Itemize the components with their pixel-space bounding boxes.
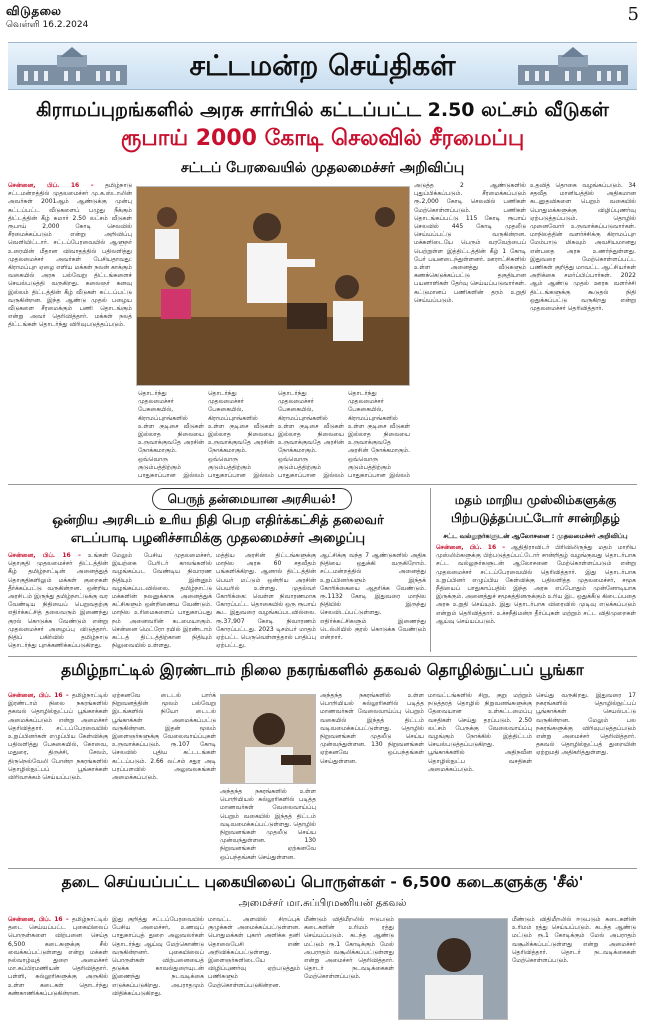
lead-column-2c xyxy=(278,390,344,480)
health-minister-photo xyxy=(398,918,508,1020)
section4-col2-text: ஏற்கனவே டைடல் பார்க் நிறுவனத்தின் மூலம் பல்வேறு இடங்களில் நியோ டைடல் பூங்காக்கள் அமைக்கப்பட்டு வருகின்றன. இதன் மூலம் இளைஞர்களுக்கு வேலைவாய்ப்புகள் உருவாக்கப்படும். ரூ.107 கோடி செலவில் புதிய கட்டடங்கள் கட்டப்படும். 2.66 லட்சம் சதுர அடி பரப்பளவில் அலுவலகங்கள் அமைக்கப்படும். xyxy=(112,692,216,782)
lead-dateline: சென்னை, பிப். 16 – xyxy=(8,182,94,189)
section5-column-2 xyxy=(112,916,204,1020)
lead-col2d-text: தொடர்ந்து முதலமைச்சர் பேசுகையில், கிராமப்புறங்களில் உள்ள குடிசை வீடுகள் இல்லாத நிலையை உருவாக்குவதே அரசின் நோக்கமாகும். ஒவ்வொரு குடும்பத்திற்கும் பாதுகாப்பான இல்லம் xyxy=(348,390,410,480)
page-number: 5 xyxy=(627,4,639,25)
section5-col1-text: தமிழ்நாட்டில் தடை செய்யப்பட்ட புகையிலைப் பொருள்களை விற்பனை செய்த 6,500 கடைகளுக்கு சீல் வைக்கப்பட்டுள்ளது என்று மக்கள் நல்வாழ்வுத் துறை அமைச்சர் மா.சுப்பிரமணியன் தெரிவித்தார். பள்ளி, கல்லூரிகளுக்கு அருகில் உள்ள கடைகள் தொடர்ந்து கண்காணிக்கப்படுகின்றன. xyxy=(8,916,108,997)
section2-kicker: பெருந் தன்மையான அரசியல்! xyxy=(152,488,352,510)
section5-dateline: சென்னை, பிப். 16 – xyxy=(8,916,69,923)
lead-col1-text: தமிழ்நாடு சட்டமன்றத்தில் முதலமைச்சர் மு.க.ஸ்டாலின் அவர்கள் 2001ஆம் ஆண்டுக்கு முன்பு கட்டப்பட்ட வீடுகளைப் பழுது நீக்கும் திட்டத்தின் கீழ் சுமார் 2.50 லட்சம் வீடுகள் ரூபாய் 2,000 கோடி செலவில் சீரமைக்கப்படும் என்று அறிவிப்பு வெளியிட்டார். சட்டப்பேரவையில் ஆளுநர் உரையின் மீதான விவாதத்தில் பதிலளித்து முதலமைச்சர் அவர்கள் பேசியதாவது: கிராமப்புற ஏழை எளிய மக்கள் நலன் காக்கும் வகையில் அரசு பல்வேறு திட்டங்களைச் செயல்படுத்தி வருகிறது. கலைஞர் கனவு இல்லம் திட்டத்தின் கீழ் வீடுகள் கட்டப்பட்டு வருகின்றன. இந்த ஆண்டு முதல் பழைய வீடுகளை சீரமைக்கும் பணி தொடங்கும் என்று அவர் தெரிவித்தார். மக்கள் நலத் திட்டங்கள் தொடர்ந்து விரிவுபடுத்தப்படும். xyxy=(8,182,132,329)
divider xyxy=(8,868,637,869)
assembly-building-icon xyxy=(513,47,633,87)
section4-column-5 xyxy=(536,692,636,862)
section4-column-4 xyxy=(428,692,532,862)
lead-column-1 xyxy=(8,182,132,480)
section4-col3-text: அந்தந்த நகரங்களில் உள்ள பொறியியல் கல்லூரிகளில் படித்த மாணவர்கள் வேலைவாய்ப்பு பெறும் வகையில் இந்தத் திட்டம் வடிவமைக்கப்பட்டுள்ளது. தொழில் நிறுவனங்கள் முதலீடு செய்ய முன்வந்துள்ளன. 130 நிறுவனங்கள் ஏற்கனவே ஒப்பந்தங்கள் செய்துள்ளன. xyxy=(320,692,424,765)
lead-headline-2: ரூபாய் 2000 கோடி செலவில் சீரமைப்பு xyxy=(120,126,525,151)
newspaper-name: விடுதலை xyxy=(6,4,62,18)
section2-col2-text: மேலும் பேசிய முதலமைச்சர், இயற்கை பேரிடர் காலங்களில் வழங்கப்பட வேண்டிய நிவாரண நிதியும் இன்னும் வழங்கப்படவில்லை. தமிழ்நாட்டு மக்களின் நலனுக்காக அனைத்துக் கட்சிகளும் ஒன்றிணைய வேண்டும். மாநில உரிமைகளைப் பாதுகாப்பது நம் அனைவரின் கடமையாகும். சென்னை மெட்ரோ ரயில் இரண்டாம் கட்டத் திட்டத்திற்கான நிதியும் நிலுவையில் உள்ளது. xyxy=(112,552,212,650)
lead-column-3 xyxy=(414,182,526,480)
health-minister-portrait-photo xyxy=(399,919,508,1020)
masthead xyxy=(6,4,639,36)
lead-col2b-text: தொடர்ந்து முதலமைச்சர் பேசுகையில், கிராமப்புறங்களில் உள்ள குடிசை வீடுகள் இல்லாத நிலையை உருவாக்குவதே அரசின் நோக்கமாகும். ஒவ்வொரு குடும்பத்திற்கும் பாதுகாப்பான இல்லம் xyxy=(208,390,274,480)
section3-headline-2: பிற்படுத்தப்பட்டோர் சான்றிதழ் xyxy=(451,511,620,525)
lead-col3-text: அடுத்த 2 ஆண்டுகளில் புதுப்பிக்கப்படும். சீரமைக்கப்படும் ரூ.2,000 கோடி செலவில் பணிகள் மேற்கொள்ளப்படும். பணிகள் தொடங்கப்பட்டு 115 கோடி ரூபாய் செலவில் 445 கோடி முதலீடு செய்யப்பட்டு வருகின்றன. மக்களிடையே பெரும் வரவேற்பைப் பெற்றுள்ள இத்திட்டத்தின் கீழ் 1 கோடி பேர் பயனடைந்துள்ளனர். ஊராட்சிகளில் உள்ள அனைத்து வீடுகளும் கணக்கெடுக்கப்பட்டு தகுதியான பயனாளிகள் தேர்வு செய்யப்படுவார்கள். கட்டுமானப் பணிகளின் தரம் உறுதி செய்யப்படும். xyxy=(414,182,526,304)
section2-col4-text: ஆட்சிக்கு வந்த 7 ஆண்டுகளில் அதிக நிதியை ஒதுக்கி வருகிறோம். சட்டமன்றத்தில் அனைத்து உறுப்பினர்களும் இந்தக் கோரிக்கையை ஆதரிக்க வேண்டும். ரூ.1132 கோடி இதுவரை மாநில நிதியில் இருந்து செலவிடப்பட்டுள்ளது. எதிர்க்கட்சிகளும் இணைந்து டெல்லியில் குரல் கொடுக்க வேண்டும் என்றார். xyxy=(320,552,426,642)
section2-headline-2: எடப்பாடி பழனிச்சாமிக்கு முதலமைச்சர் அழைப்பு xyxy=(70,531,366,546)
section2-column-3 xyxy=(216,552,316,652)
section5-column-5 xyxy=(512,916,636,1020)
section3-dateline: சென்னை, பிப். 16 – xyxy=(436,544,506,551)
section4-headline: தமிழ்நாட்டில் இரண்டாம் நிலை நகரங்களில் தகவல் தொழில்நுட்பப் பூங்கா xyxy=(61,661,584,679)
section2-column-4 xyxy=(320,552,426,652)
section2-column-1 xyxy=(8,552,108,652)
section3-body xyxy=(436,544,636,652)
section4-col5-text: செய்து வருகிறது. இதுவரை 17 நகரங்களில் தொழில்நுட்பப் பூங்காக்கள் செயல்பட்டு வருகின்றன. மேலும் பல நகரங்களுக்கு விரிவுபடுத்தப்படும் என்று அமைச்சர் தெரிவித்தார். தகவல் தொழில்நுட்பத் துறையின் ஏற்றுமதி அதிகரித்துள்ளது. xyxy=(536,692,636,757)
lead-col2-text: தொடர்ந்து முதலமைச்சர் பேசுகையில், கிராமப்புறங்களில் உள்ள குடிசை வீடுகள் இல்லாத நிலையை உருவாக்குவதே அரசின் நோக்கமாகும். ஒவ்வொரு குடும்பத்திற்கும் பாதுகாப்பான இல்லம் xyxy=(138,390,204,480)
lead-column-2b xyxy=(208,390,274,480)
minister-photo xyxy=(220,694,316,784)
issue-date: வெள்ளி 16.2.2024 xyxy=(6,20,89,30)
section4-column-2b xyxy=(220,788,316,862)
section2-dateline: சென்னை, பிப். 16 – xyxy=(8,552,81,559)
divider xyxy=(8,656,637,657)
section2-col3-text: மத்திய அரசின் திட்டங்களுக்கு மாநில அரசு 60 சதவீதம் பங்களிக்கிறது. ஆனால் திட்டத்தின் பெயர் மட்டும் ஒன்றிய அரசின் பெயரில் உள்ளது. முதல்வர் கோரிக்கை: வெள்ள நிவாரணமாக கோரப்பட்ட தொகையில் ஒரு ரூபாய் கூட இதுவரை வழங்கப்படவில்லை. ரூ.37,907 கோடி நிவாரணம் கோரப்பட்டது. 2023 டிசம்பர் மாதம் ஏற்பட்ட பெருவெள்ளத்தால் பாதிப்பு ஏற்பட்டது. xyxy=(216,552,316,650)
section5-col3-text: மாவட்ட அளவில் சிறப்புக் குழுக்கள் அமைக்கப்பட்டுள்ளன. பொதுமக்கள் புகார் அளிக்க தனி தொலைபேசி எண் அறிவிக்கப்பட்டுள்ளது. இளைஞர்களிடையே விழிப்புணர்வு ஏற்படுத்தும் பணிகளும் மேற்கொள்ளப்படுகின்றன. xyxy=(208,916,300,989)
section5-col4-text: மீண்டும் விதிமீறலில் ஈடுபடும் கடைகளின் உரிமம் ரத்து செய்யப்படும். கடந்த ஆண்டு மட்டும் ரூ.1 கோடிக்கும் மேல் அபராதம் வசூலிக்கப்பட்டுள்ளது என்று அமைச்சர் தெரிவித்தார். தொடர் நடவடிக்கைகள் மேற்கொள்ளப்படும். xyxy=(304,916,394,981)
section5-col5-text: மீண்டும் விதிமீறலில் ஈடுபடும் கடைகளின் உரிமம் ரத்து செய்யப்படும். கடந்த ஆண்டு மட்டும் ரூ.1 கோடிக்கும் மேல் அபராதம் வசூலிக்கப்பட்டுள்ளது என்று அமைச்சர் தெரிவித்தார். தொடர் நடவடிக்கைகள் மேற்கொள்ளப்படும். xyxy=(512,916,636,965)
section3-body-text: ஆதிதிராவிடர் பிரிவிலிருந்து மதம் மாறிய முஸ்லிம்களுக்கு பிற்படுத்தப்பட்டோர் சான்றிதழ் வழங்குவது தொடர்பாக சட்ட வல்லுநர்களுடன் ஆலோசனை மேற்கொள்ளப்படும் என்று முதலமைச்சர் சட்டப்பேரவையில் தெரிவித்தார். இது தொடர்பாக உறுப்பினர் எழுப்பிய கேள்விக்கு பதிலளித்த முதலமைச்சர், சமூக நீதியைப் பாதுகாப்பதில் இந்த அரசு எப்போதும் முன்னோடியாக இருக்கும். அனைத்துச் சமூகத்தினருக்கும் உரிய இட ஒதுக்கீடு கிடைப்பதை அரசு உறுதி செய்யும். இது தொடர்பாக விரைவில் முடிவு எடுக்கப்படும் என்றும் தெரிவித்தார். உச்சநீதிமன்ற தீர்ப்புகள் மற்றும் சட்ட விதிமுறைகள் ஆய்வு செய்யப்படும். xyxy=(436,544,636,625)
assembly-photo xyxy=(136,186,410,386)
section5-col2-text: இது குறித்து சட்டப்பேரவையில் பேசிய அமைச்சர், உணவுப் பாதுகாப்புத் துறை அலுவலர்கள் தொடர்ந்து ஆய்வு மேற்கொண்டு வருகின்றனர். புகையிலைப் பொருள்கள் விற்பனையைத் தடுக்க காவல்துறையுடன் இணைந்து நடவடிக்கை எடுக்கப்படுகிறது. அபராதமும் விதிக்கப்படுகிறது. xyxy=(112,916,204,997)
section5-column-1 xyxy=(8,916,108,1020)
lead-column-2 xyxy=(138,390,204,480)
section5-column-4 xyxy=(304,916,394,1020)
section5-subhead: அமைச்சர் மா.சுப்பிரமணியன் தகவல் xyxy=(238,898,407,909)
lead-column-4 xyxy=(530,182,636,480)
section2-headline-1: ஒன்றிய அரசிடம் உரிய நிதி பெற எதிர்க்கட்சித் தலைவர் xyxy=(52,513,384,528)
lead-col2c-text: தொடர்ந்து முதலமைச்சர் பேசுகையில், கிராமப்புறங்களில் உள்ள குடிசை வீடுகள் இல்லாத நிலையை உருவாக்குவதே அரசின் நோக்கமாகும். ஒவ்வொரு குடும்பத்திற்கும் பாதுகாப்பான இல்லம் xyxy=(278,390,344,480)
chief-minister-speaking-photo xyxy=(137,187,410,386)
vertical-divider xyxy=(430,488,431,652)
section4-col2b-text: அந்தந்த நகரங்களில் உள்ள பொறியியல் கல்லூரிகளில் படித்த மாணவர்கள் வேலைவாய்ப்பு பெறும் வகையில் இந்தத் திட்டம் வடிவமைக்கப்பட்டுள்ளது. தொழில் நிறுவனங்கள் முதலீடு செய்ய முன்வந்துள்ளன. 130 நிறுவனங்கள் ஏற்கனவே ஒப்பந்தங்கள் செய்துள்ளன. xyxy=(220,788,316,861)
divider xyxy=(8,484,637,485)
section4-column-3 xyxy=(320,692,424,862)
section4-column-2 xyxy=(112,692,216,862)
section2-column-2 xyxy=(112,552,212,652)
section4-col4-text: மாவட்டங்களில் சிறு, குறு மற்றும் நடுத்தரத் தொழில் நிறுவனங்களுக்கு தேவையான உள்கட்டமைப்பு வசதிகள் செய்து தரப்படும். 2.50 லட்சம் பேருக்கு வேலைவாய்ப்பு வழங்கும் நோக்கில் இத்திட்டம் செயல்படுத்தப்படுகிறது. பூங்காக்களில் அதிநவீன தொழில்நுட்ப வசதிகள் அமைக்கப்படும். xyxy=(428,692,532,773)
section4-dateline: சென்னை, பிப். 16 – xyxy=(8,692,69,699)
lead-subhead: சட்டப் பேரவையில் முதலமைச்சர் அறிவிப்பு xyxy=(180,160,465,176)
section-banner xyxy=(8,42,637,90)
section5-column-3 xyxy=(208,916,300,1020)
lead-headline-1: கிராமப்புறங்களில் அரசு சார்பில் கட்டப்பட்ட 2.50 லட்சம் வீடுகள் xyxy=(36,99,609,121)
banner-title: சட்டமன்ற செய்திகள் xyxy=(189,49,456,82)
section4-column-1 xyxy=(8,692,108,862)
minister-portrait-photo xyxy=(221,695,316,784)
section3-subhead: சட்ட வல்லுநர்களுடன் ஆலோசனை : முதலமைச்சர் அறிவிப்பு xyxy=(443,532,628,540)
lead-col4-text: உதவித் தொகை வழங்கப்படும். 34 சதவீத மானியத்தில் அதிகமான கடனுதவிகளை பெறும் வகையில் பொதுமக்களுக்கு விழிப்புணர்வு ஏற்படுத்தப்படும். தொழில் முனைவோர் உருவாக்கப்படுவார்கள். மாநிலத்தின் வளர்ச்சிக்கு கிராமப்புற மேம்பாடு மிகவும் அவசியமானது என்பதை அரசு உணர்ந்துள்ளது. இதுவரை மேற்கொள்ளப்பட்ட பணிகள் குறித்து மாவட்ட ஆட்சியர்கள் அறிக்கை சமர்ப்பிப்பார்கள். 2022 ஆம் ஆண்டு முதல் ஊரக வளர்ச்சி திட்டங்களுக்கு கூடுதல் நிதி ஒதுக்கப்பட்டு வருகிறது என்று முதலமைச்சர் தெரிவித்தார். xyxy=(530,182,636,313)
lead-column-2d xyxy=(348,390,410,480)
section4-col1-text: தமிழ்நாட்டில் இரண்டாம் நிலை நகரங்களில் தகவல் தொழில்நுட்பப் பூங்காக்கள் அமைக்கப்படும் என்று அமைச்சர் தெரிவித்தார். சட்டப்பேரவையில் உறுப்பினர்கள் எழுப்பிய கேள்விக்கு பதிலளித்து பேசுகையில், கோவை, மதுரை, திருச்சி, சேலம், திருநெல்வேலி போன்ற நகரங்களில் தொழில்நுட்பப் பூங்காக்கள் விரிவாக்கம் செய்யப்படும். xyxy=(8,692,108,782)
section3-headline-1: மதம் மாறிய முஸ்லிம்களுக்கு xyxy=(454,493,617,507)
section2-col1-text: உங்கள் தொகுதி முதலமைச்சர் திட்டத்தின் கீழ் தமிழ்நாட்டின் அனைத்துத் தொகுதிகளிலும் மக்கள் குறைகள் தீர்க்கப்பட்டு வருகின்றன. ஒன்றிய அரசிடம் இருந்து தமிழ்நாட்டுக்கு வர வேண்டிய நிதியைப் பெறுவதற்கு எதிர்க்கட்சித் தலைவரும் இணைந்து குரல் கொடுக்க வேண்டும் என்று முதலமைச்சர் அழைப்பு விடுத்தார். நிதிப் பகிர்வில் தமிழ்நாடு தொடர்ந்து புறக்கணிக்கப்படுகிறது. xyxy=(8,552,108,650)
section5-headline: தடை செய்யப்பட்ட புகையிலைப் பொருள்கள் - 6,500 கடைகளுக்கு 'சீல்' xyxy=(61,873,584,891)
